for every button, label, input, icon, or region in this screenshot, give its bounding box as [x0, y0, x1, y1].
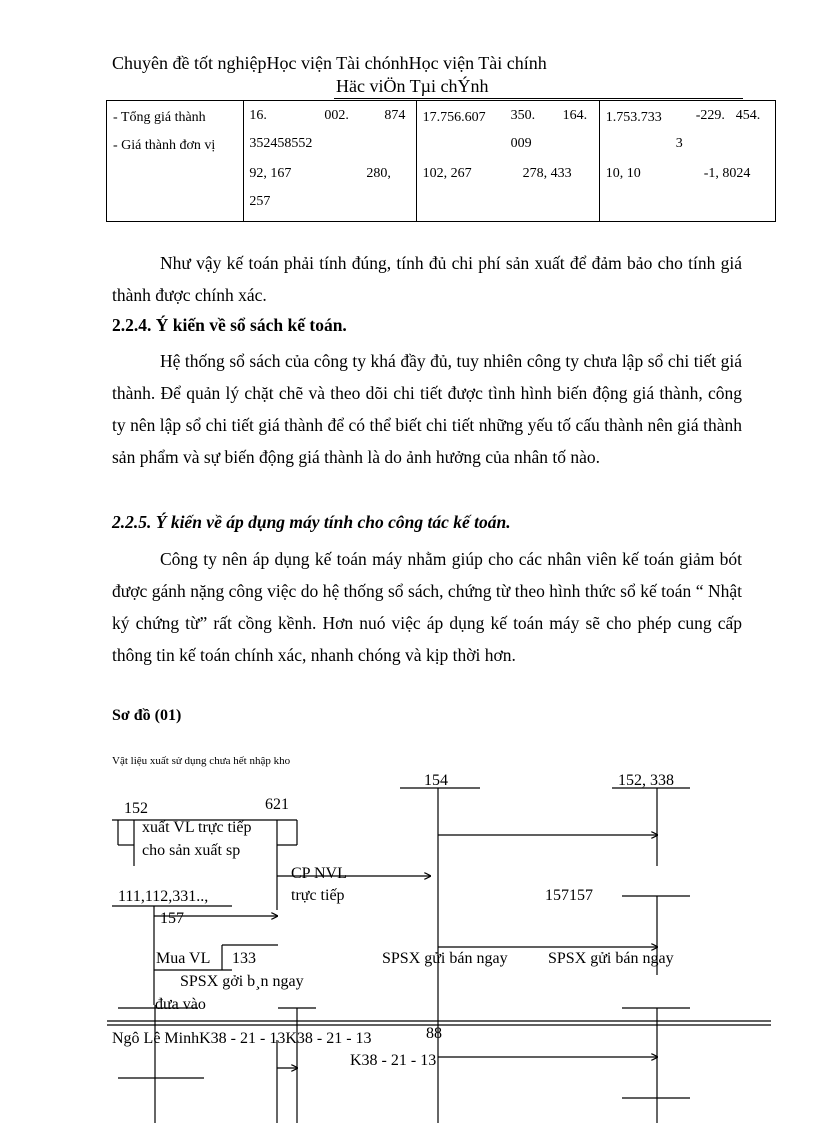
label-621: 621	[265, 796, 289, 813]
label-xuat-vl-2: cho sản xuất sp	[142, 842, 241, 859]
label-dua-vao: đưa vào	[155, 996, 206, 1013]
label-spsx-goi: SPSX gởi b¸n ngay	[180, 973, 304, 990]
col3-val-c: 454.	[735, 108, 761, 123]
heading-2-2-4: 2.2.4. Ý kiến về sổ sách kế toán.	[112, 315, 347, 335]
col1-val-a: 16.	[249, 108, 267, 123]
col3-val-d: 3	[675, 136, 683, 151]
paragraph-3: Công ty nên áp dụng kế toán máy nhằm giúp cho các nhân viên kế toán giảm bót được gánh nặng công việc do hệ thống sổ sách, chứng từ theo hình thức sổ kế toán “ Nhật ký chứng từ” rất cồng kềnh. Hơn nuó việc áp dụng kế toán máy sẽ cho phép cung cấp thông tin kế toán chính xác, nhanh chóng và kịp thời hơn.	[112, 549, 742, 665]
label-gia-thanh-don-vi: - Giá thành đơn vị	[113, 138, 216, 153]
col1-val-g: 257	[249, 194, 271, 209]
label-cp-nvl-1: CP NVL	[291, 865, 347, 882]
col3-val-f: -1, 8024	[703, 166, 751, 181]
paragraph-1: Như vậy kế toán phải tính đúng, tính đủ chi phí sản xuất để đảm bảo cho tính giá thành được chính xác.	[112, 253, 742, 305]
paragraph-2: Hệ thống sổ sách của công ty khá đầy đủ, tuy nhiên công ty chưa lập sổ chi tiết giá thành. Để quản lý chặt chẽ và theo dõi chi tiết được tình hình biến động giá thành, công ty nên lập sổ chi tiết giá thành để có thể biết chi tiết những yếu tố cấu thành nên giá thành sản phẩm và sự biến động giá thành là do ảnh hưởng của nhân tố nào.	[112, 351, 742, 467]
label-157-left: 157	[160, 910, 184, 927]
label-tong-gia-thanh: - Tổng giá thành	[113, 110, 206, 125]
footer-class-code: K38 - 21 - 13	[350, 1052, 437, 1069]
label-133: 133	[232, 950, 256, 967]
footer-page-number: 88	[426, 1025, 442, 1042]
col1-val-c: 874	[384, 108, 406, 123]
label-157157: 157157	[545, 887, 593, 904]
col1-val-b: 002.	[324, 108, 349, 123]
col2-val-f: 278, 433	[522, 166, 572, 181]
label-cp-nvl-2: trực tiếp	[291, 887, 345, 904]
header-line-2: Häc viÖn Tµi chÝnh	[336, 76, 489, 96]
col3-val-b: -229.	[695, 108, 725, 123]
col2-val-a: 17.756.607	[422, 110, 486, 125]
col1-val-e: 92, 167	[249, 166, 292, 181]
label-xuat-vl-1: xuất VL trực tiếp	[142, 819, 252, 836]
col3-val-e: 10, 10	[605, 166, 641, 181]
diagram-title: Sơ đồ (01)	[112, 707, 182, 724]
col2-val-d: 009	[510, 136, 532, 151]
col1-val-d: 352458552	[249, 136, 313, 151]
col3-val-a: 1.753.733	[605, 110, 662, 125]
heading-2-2-5: 2.2.5. Ý kiến về áp dụng máy tính cho công tác kế toán.	[112, 512, 511, 532]
footer-author: Ngô Lê MinhK38 - 21 - 13K38 - 21 - 13	[112, 1030, 372, 1047]
label-111: 111,112,331..,	[118, 888, 209, 905]
diagram-caption: Vật liệu xuất sử dụng chưa hết nhập kho	[112, 755, 291, 767]
label-spsx-gui-1: SPSX gửi bán ngay	[382, 950, 508, 967]
col2-val-e: 102, 267	[422, 166, 472, 181]
col1-val-f: 280,	[366, 166, 391, 181]
label-154: 154	[424, 772, 448, 789]
col2-val-b: 350.	[510, 108, 536, 123]
label-mua-vl: Mua VL	[156, 950, 211, 967]
label-152: 152	[124, 800, 148, 817]
label-spsx-gui-2: SPSX gửi bán ngay	[548, 950, 674, 967]
col2-val-c: 164.	[562, 108, 588, 123]
label-152-338: 152, 338	[618, 772, 674, 789]
header-line-1: Chuyên đề tốt nghiệpHọc viện Tài chónhHọc viện Tài chính	[112, 53, 547, 73]
